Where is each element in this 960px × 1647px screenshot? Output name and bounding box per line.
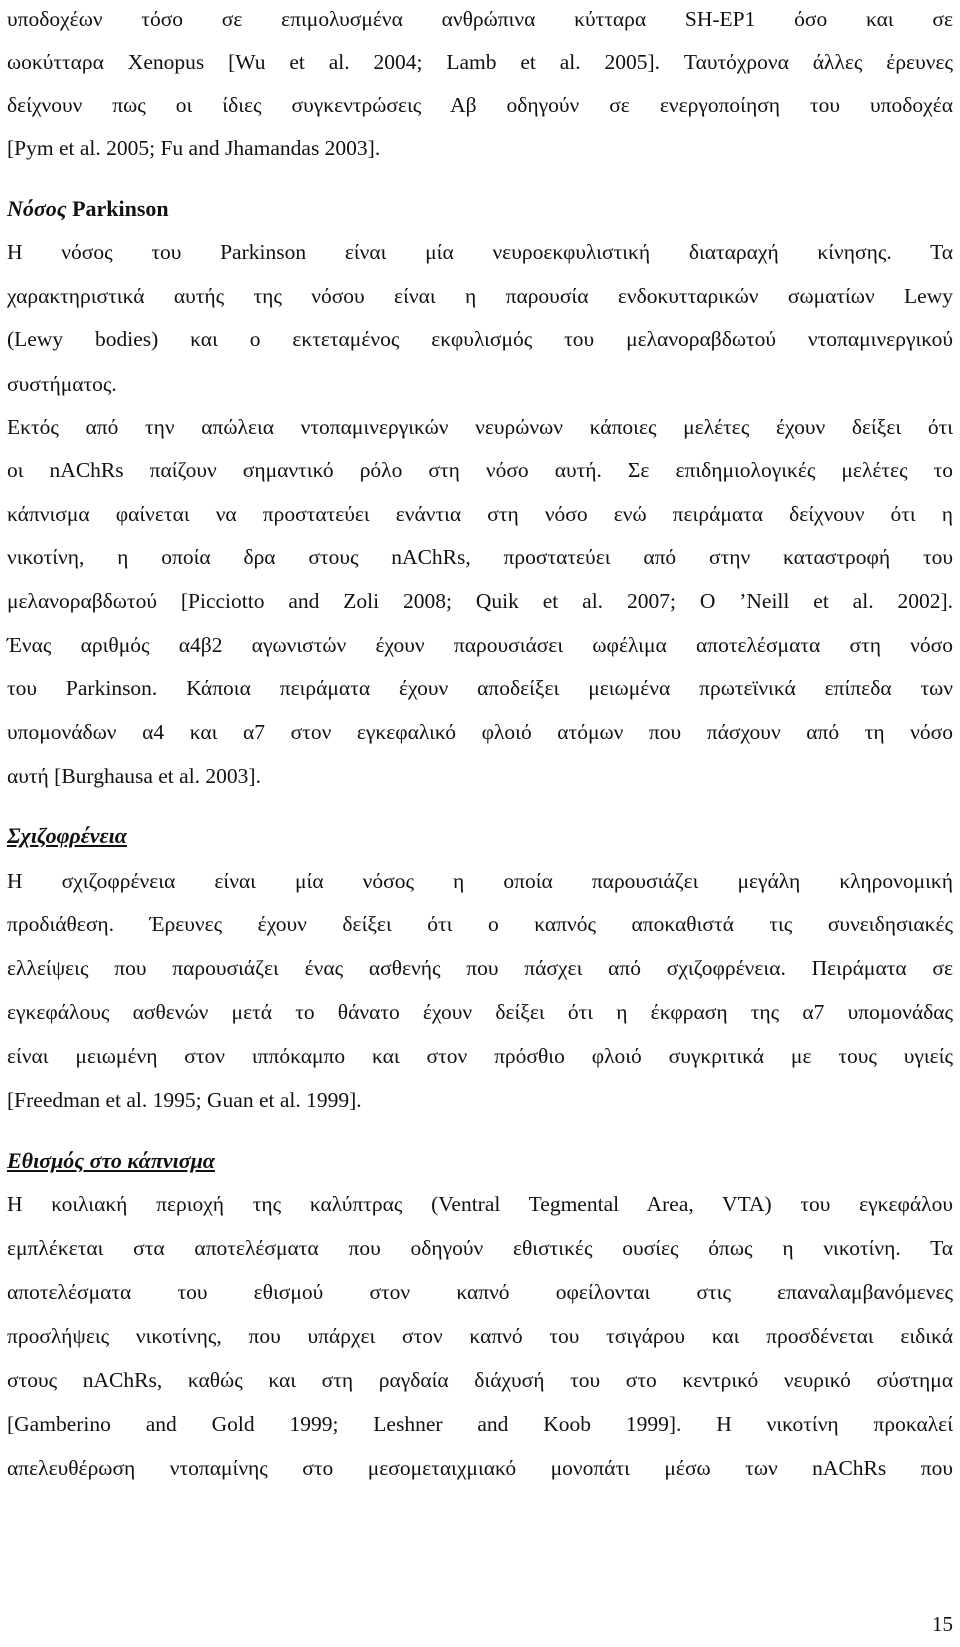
body-line: (Lewy bodies) και ο εκτεταμένος εκφυλισμός του μελανοραβδωτού ντοπαμινεργικού (7, 327, 953, 351)
body-line: Η νόσος του Parkinson είναι μία νευροεκφυλιστική διαταραχή κίνησης. Τα (7, 240, 953, 264)
body-line: απελευθέρωση ντοπαμίνης στο μεσομεταιχμιακό μονοπάτι μέσω των nAChRs που (7, 1456, 953, 1480)
body-line: Ένας αριθμός α4β2 αγωνιστών έχουν παρουσιάσει ωφέλιμα αποτελέσματα στη νόσο (7, 633, 953, 657)
body-line: εγκεφάλους ασθενών μετά το θάνατο έχουν δείξει ότι η έκφραση της α7 υπομονάδας (7, 1000, 953, 1024)
body-line: προσλήψεις νικοτίνης, που υπάρχει στον καπνό του τσιγάρου και προσδένεται ειδικά (7, 1324, 953, 1348)
heading-part-italic: Νόσος (7, 196, 67, 221)
body-line: συστήματος. (7, 372, 117, 396)
body-line: εμπλέκεται στα αποτελέσματα που οδηγούν εθιστικές ουσίες όπως η νικοτίνη. Τα (7, 1236, 953, 1260)
body-line: κάπνισμα φαίνεται να προστατεύει ενάντια στη νόσο ενώ πειράματα δείχνουν ότι η (7, 502, 953, 526)
body-line: χαρακτηριστικά αυτής της νόσου είναι η παρουσία ενδοκυτταρικών σωματίων Lewy (7, 284, 953, 308)
body-line: αυτή [Burghausa et al. 2003]. (7, 764, 261, 788)
body-line: [Gamberino and Gold 1999; Leshner and Koob 1999]. Η νικοτίνη προκαλεί (7, 1412, 953, 1436)
body-line: του Parkinson. Κάποια πειράματα έχουν αποδείξει μειωμένα πρωτεϊνικά επίπεδα των (7, 676, 953, 700)
body-line: ελλείψεις που παρουσιάζει ένας ασθενής που πάσχει από σχιζοφρένεια. Πειράματα σε (7, 956, 953, 980)
body-line: οι nAChRs παίζουν σημαντικό ρόλο στη νόσο αυτή. Σε επιδημιολογικές μελέτες το (7, 458, 953, 482)
body-line: αποτελέσματα του εθισμού στον καπνό οφείλονται στις επαναλαμβανόμενες (7, 1280, 953, 1304)
body-line: υποδοχέων τόσο σε επιμολυσμένα ανθρώπινα κύτταρα SH-EP1 όσο και σε (7, 7, 953, 31)
section-heading-smoking-addiction: Εθισμός στο κάπνισμα (7, 1148, 215, 1173)
body-line: Η σχιζοφρένεια είναι μία νόσος η οποία παρουσιάζει μεγάλη κληρονομική (7, 869, 953, 893)
body-line: Η κοιλιακή περιοχή της καλύπτρας (Ventral Tegmental Area, VTA) του εγκεφάλου (7, 1192, 953, 1216)
section-heading-schizophrenia: Σχιζοφρένεια (7, 823, 127, 848)
body-line: δείχνουν πως οι ίδιες συγκεντρώσεις Αβ οδηγούν σε ενεργοποίηση του υποδοχέα (7, 93, 953, 117)
body-line: [Freedman et al. 1995; Guan et al. 1999]. (7, 1088, 362, 1112)
body-line: ωοκύτταρα Xenopus [Wu et al. 2004; Lamb et al. 2005]. Ταυτόχρονα άλλες έρευνες (7, 50, 953, 74)
body-line: είναι μειωμένη στον ιππόκαμπο και στον πρόσθιο φλοιό συγκριτικά με τους υγιείς (7, 1044, 953, 1068)
body-line: στους nAChRs, καθώς και στη ραγδαία διάχυσή του στο κεντρικό νευρικό σύστημα (7, 1368, 953, 1392)
body-line: υπομονάδων α4 και α7 στον εγκεφαλικό φλοιό ατόμων που πάσχουν από τη νόσο (7, 720, 953, 744)
body-line: [Pym et al. 2005; Fu and Jhamandas 2003]. (7, 136, 381, 160)
heading-part-bold: Parkinson (66, 196, 169, 221)
section-heading-parkinson (7, 195, 953, 223)
body-line: νικοτίνη, η οποία δρα στους nAChRs, προστατεύει από στην καταστροφή του (7, 545, 953, 569)
body-line: Εκτός από την απώλεια ντοπαμινεργικών νευρώνων κάποιες μελέτες έχουν δείξει ότι (7, 415, 953, 439)
body-line: μελανοραβδωτού [Picciotto and Zoli 2008; Quik et al. 2007; O ’Neill et al. 2002]. (7, 589, 953, 613)
body-line: προδιάθεση. Έρευνες έχουν δείξει ότι ο καπνός αποκαθιστά τις συνειδησιακές (7, 912, 953, 936)
page-number: 15 (932, 1612, 953, 1636)
